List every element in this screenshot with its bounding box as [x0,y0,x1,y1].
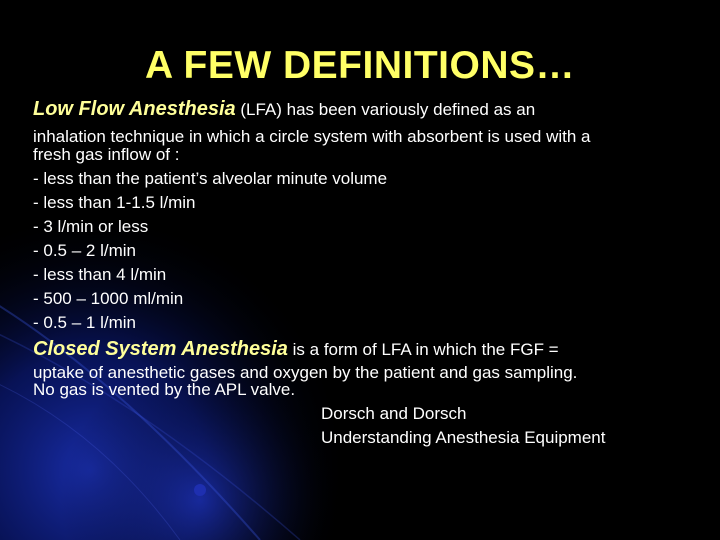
flow-criterion-item: - less than the patient’s alveolar minute volume [33,169,388,188]
flow-criterion-item: - less than 1-1.5 l/min [33,193,196,212]
flow-criterion-item: - 3 l/min or less [33,217,149,236]
closed-system-anesthesia-term: Closed System Anesthesia [33,338,288,360]
slide-title: A FEW DEFINITIONS… [144,44,576,87]
flow-criterion-item: - 500 – 1000 ml/min [33,289,184,308]
low-flow-anesthesia-term: Low Flow Anesthesia [33,98,236,120]
definition-closed-system-continuation-1: uptake of anesthetic gases and oxygen by the patient and gas sampling. [33,363,578,382]
definition-low-flow-continuation-2: fresh gas inflow of : [33,145,180,164]
flow-criterion-item: - less than 4 l/min [33,265,167,284]
definition-low-flow-continuation-1: inhalation technique in which a circle system with absorbent is used with a [33,127,591,146]
citation-book-title: Understanding Anesthesia Equipment [321,428,606,447]
definition-closed-system-lead [33,338,559,361]
flow-criterion-item: - 0.5 – 1 l/min [33,313,136,332]
low-flow-anesthesia-rest: (LFA) has been variously defined as an [235,100,536,119]
closed-system-anesthesia-rest: is a form of LFA in which the FGF = [287,340,559,359]
definition-low-flow-lead [33,98,535,121]
flow-criterion-item: - 0.5 – 2 l/min [33,241,136,260]
citation-authors: Dorsch and Dorsch [321,404,467,423]
definition-closed-system-continuation-2: No gas is vented by the APL valve. [33,380,296,399]
